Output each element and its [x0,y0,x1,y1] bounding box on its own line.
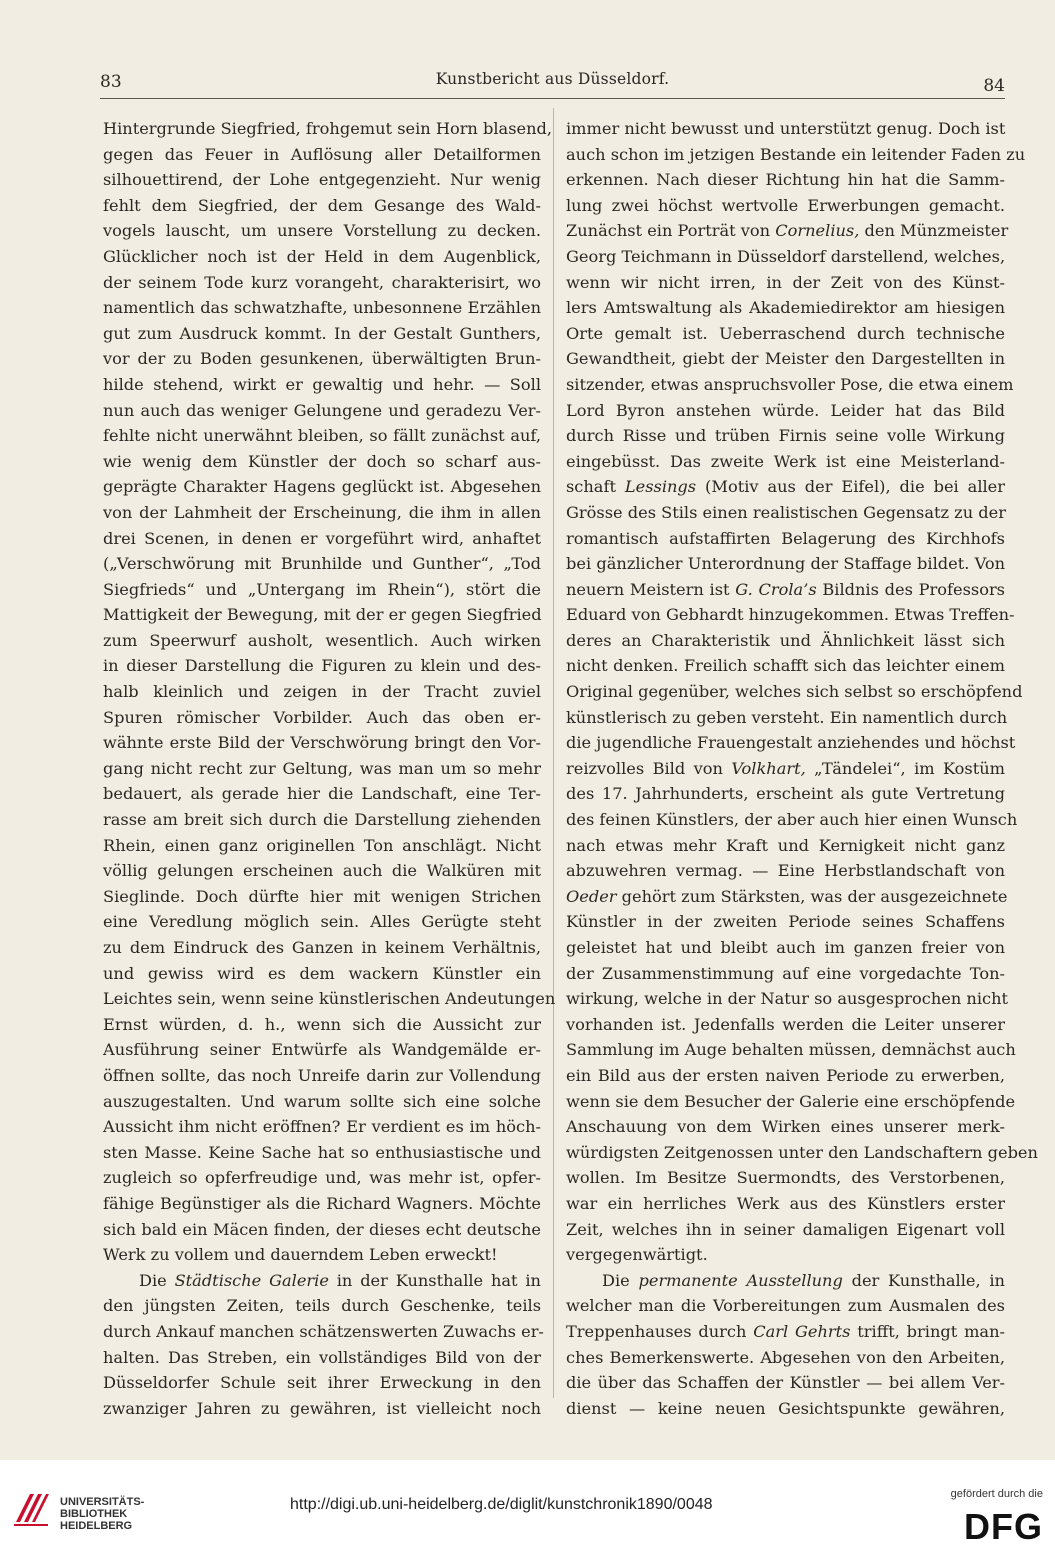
running-head [100,70,1005,98]
text-line: Mattigkeit der Bewegung, mit der er gegen Siegfried [103,605,542,625]
text-line: gang nicht recht zur Geltung, was man um so mehr [103,758,541,778]
text-line: Hintergrunde Siegfried, frohgemut sein Horn blasend, [103,119,553,138]
text-line: geleistet hat und bleibt auch im ganzen freier von [566,938,1005,957]
text-line: Glücklicher noch ist der Held in dem Augenblick, [103,246,541,266]
text-line: die jugendliche Frauengestalt anziehendes und höchst [566,733,1016,753]
text-line: und gewiss wird es dem wackern Künstler ein [103,963,541,983]
text-line: Die Städtische Galerie in der Kunsthalle hat in [139,1270,541,1290]
text-line: bedauert, als gerade hier die Landschaft, eine Ter- [103,784,541,804]
text-line: Künstler in der zweiten Periode seines Schaffens [566,912,1005,932]
library-name-line: HEIDELBERG [60,1520,133,1532]
text-line: hilde stehend, wirkt er gewaltig und hehr. — Soll [103,374,541,394]
text-line: künstlerisch zu geben versteht. Ein namentlich durch [566,707,1008,727]
text-line: abzuwehren vermag. — Eine Herbstlandschaft von [566,861,1005,881]
text-line: in dieser Darstellung die Figuren zu klein und des- [103,656,541,676]
text-line: dienst — keine neuen Gesichtspunkte gewähren, [566,1398,1005,1418]
text-line: durch Ankauf manchen schätzenswerten Zuwachs er- [103,1321,544,1341]
text-line: die über das Schaffen der Künstler — bei allem Ver- [566,1373,1005,1393]
text-line: wenn wir nicht irren, in der Zeit von des Künst- [566,272,1005,292]
text-line: Original gegenüber, welches sich selbst so erschöpfend [566,682,1023,702]
text-line: sten Masse. Keine Sache hat so enthusiastische und [103,1142,541,1162]
text-line: des feinen Künstlers, der aber auch hier einen Wunsch [566,810,1018,830]
running-title: Kunstbericht aus Düsseldorf. [435,70,670,88]
digitization-footer [0,1460,1055,1555]
text-line: ches Bemerkenswerte. Abgesehen von den Arbeiten, [566,1347,1005,1367]
header-rule [100,98,1005,99]
text-line: fehlt dem Siegfried, der dem Gesange des Wald- [103,195,541,215]
text-line: vogels lauscht, um unsere Vorstellung zu decken. [103,221,541,241]
text-line: romantisch aufstaffirten Belagerung des Kirchhofs [566,528,1005,548]
text-line: Treppenhauses durch Carl Gehrts trifft, bringt man- [566,1321,1005,1341]
text-line: Grösse des Stils einen realistischen Gegensatz zu der [566,502,1006,522]
text-line: Die permanente Ausstellung der Kunsthalle, in [602,1270,1005,1290]
text-line: Lord Byron anstehen würde. Leider hat das Bild [566,400,1005,420]
text-line: wenn sie dem Besucher der Galerie eine erschöpfende [566,1091,1016,1111]
text-line: sich bald ein Mäcen finden, der dieses echt deutsche [103,1219,541,1239]
text-line: Anschauung von dem Wirken eines unserer merk- [566,1117,1005,1137]
library-name [60,1496,144,1532]
text-line: von der Lahmheit der Erscheinung, die ihm in allen [103,502,541,522]
ub-heidelberg-logo-icon [12,1488,50,1528]
text-line: öffnen sollte, das noch Unreife darin zur Vollendung [103,1065,541,1085]
text-line: Leichtes sein, wenn seine künstlerischen Andeutungen [103,989,556,1009]
text-line: Georg Teichmann in Düsseldorf darstellend, welches, [566,246,1006,266]
text-line: nicht denken. Freilich schafft sich das leichter einem [566,656,1005,676]
text-line: Gewandtheit, giebt der Meister den Dargestellten in [566,349,1005,369]
dfg-logo: DFG [964,1506,1043,1547]
text-line: fehlte nicht unerwähnt bleiben, so fällt zunächst auf, [103,426,541,446]
text-line: zum Speerwurf ausholt, wesentlich. Auch wirken [103,630,541,650]
library-name-line: UNIVERSITÄTS- [60,1496,145,1508]
text-line: vergegenwärtigt. [566,1245,708,1265]
text-line: zu dem Eindruck des Ganzen in keinem Verhältnis, [103,938,541,957]
text-line: auch schon im jetzigen Bestande ein leitender Faden zu [566,144,1026,164]
text-line: geprägte Charakter Hagens geglückt ist. Abgesehen [103,477,541,497]
text-line: Sieglinde. Doch dürfte hier mit wenigen Strichen [103,886,541,906]
text-line: Zunächst ein Porträt von Cornelius, den Münzmeister [566,221,1009,241]
text-line: völlig gelungen erscheinen auch die Walküren mit [103,861,541,881]
text-line: immer nicht bewusst und unterstützt genug. Doch ist [566,119,1006,138]
text-line: den jüngsten Zeiten, teils durch Geschenke, teils [103,1296,541,1316]
text-line: rasse am breit sich durch die Darstellung ziehenden [103,810,541,830]
text-column-left [103,116,556,1418]
text-line: halb kleinlich und zeigen in der Tracht zuviel [103,682,541,702]
text-line: Zeit, welches ihn in seiner damaligen Eigenart voll [566,1219,1005,1239]
text-line: nun auch das weniger Gelungene und geradezu Ver- [103,400,541,420]
page-number-right: 84 [983,76,1005,96]
text-line: reizvolles Bild von Volkhart, „Tändelei“, im Kostüm [566,758,1005,778]
text-line: namentlich das schwatzhafte, unbesonnene Erzählen [103,298,541,318]
text-line: wähnte erste Bild der Verschwörung bringt den Vor- [103,733,541,753]
text-line: sitzender, etwas anspruchsvoller Pose, die etwa einem [566,374,1014,394]
text-line: auszugestalten. Und warum sollte sich eine solche [103,1091,541,1111]
text-line: Orte gemalt ist. Ueberraschend durch technische [566,323,1005,343]
text-line: silhouettirend, der Lohe entgegenzieht. Nur wenig [103,170,541,190]
text-line: wollen. Im Besitze Suermondts, des Verstorbenen, [566,1168,1005,1188]
text-line: Ernst würden, d. h., wenn sich die Aussicht zur [103,1014,541,1034]
text-line: Oeder gehört zum Stärksten, was der ausgezeichnete [566,886,1008,906]
text-line: wirkung, welche in der Natur so ausgesprochen nicht [566,989,1009,1009]
text-line: gut zum Ausdruck kommt. In der Gestalt Gunthers, [103,323,541,343]
sponsor-caption: gefördert durch die [950,1488,1043,1500]
text-line: vorhanden ist. Jedenfalls werden die Leiter unserer [566,1014,1005,1034]
text-line: eine Veredlung möglich sein. Alles Gerügte steht [103,912,541,932]
text-line: ein Bild aus der ersten naiven Periode zu erwerben, [566,1065,1005,1085]
text-column-right [566,116,1038,1418]
text-line: Sammlung im Auge behalten müssen, demnächst auch [566,1040,1016,1060]
text-line: der Zusammenstimmung auf eine vorgedachte Ton- [566,963,1005,983]
text-line: Ausführung seiner Entwürfe als Wandgemälde er- [103,1040,541,1060]
text-line: der seinem Tode kurz vorangeht, charakterisirt, wo [103,272,541,292]
text-line: deres an Charakteristik und Ähnlichkeit lässt sich [566,630,1005,650]
permalink-url[interactable]: http://digi.ub.uni-heidelberg.de/diglit/kunstchronik1890/0048 [290,1496,713,1513]
text-line: neuern Meistern ist G. Crola’s Bildnis des Professors [566,579,1005,599]
text-line: Düsseldorfer Schule seit ihrer Erweckung in den [103,1373,541,1393]
text-line: war ein herrliches Werk aus des Künstlers erster [566,1193,1005,1213]
text-line: halten. Das Streben, ein vollständiges Bild von der [103,1347,541,1367]
text-line: welcher man die Vorbereitungen zum Ausmalen des [566,1296,1005,1316]
text-line: bei gänzlicher Unterordnung der Staffage bildet. Von [566,554,1005,574]
text-line: vor der zu Boden gesunkenen, überwältigten Brun- [103,349,541,369]
text-line: drei Scenen, in denen er vorgeführt wird, anhaftet [103,528,541,548]
text-line: Aussicht ihm nicht eröffnen? Er verdient es im höch- [103,1117,541,1137]
text-line: nach etwas mehr Kraft und Kernigkeit nicht ganz [566,835,1005,855]
text-line: zwanziger Jahren zu gewähren, ist vielleicht noch [103,1398,541,1418]
text-line: eingebüsst. Das zweite Werk ist eine Meisterland- [566,451,1005,471]
column-divider [553,108,554,1398]
text-line: würdigsten Zeitgenossen unter den Landschaftern geben [566,1142,1038,1162]
text-line: fähige Begünstiger als die Richard Wagners. Möchte [103,1193,541,1213]
page-number-left: 83 [100,72,122,92]
text-line: zugleich so opferfreudige und, was mehr ist, opfer- [103,1168,541,1188]
text-line: erkennen. Nach dieser Richtung hin hat die Samm- [566,170,1005,190]
text-line: Werk zu vollem und dauerndem Leben erweckt! [103,1245,498,1265]
text-line: lers Amtswaltung als Akademiedirektor am hiesigen [566,298,1005,318]
text-line: Siegfrieds“ und „Untergang im Rhein“), stört die [103,579,541,599]
text-line: gegen das Feuer in Auflösung aller Detailformen [103,144,541,164]
text-line: lung zwei höchst wertvolle Erwerbungen gemacht. [566,195,1005,215]
text-line: Rhein, einen ganz originellen Ton anschlägt. Nicht [103,835,541,855]
text-line: schaft Lessings (Motiv aus der Eifel), die bei aller [566,477,1005,497]
text-line: Spuren römischer Vorbilder. Auch das oben er- [103,707,541,727]
text-line: („Verschwörung mit Brunhilde und Gunther“, „Tod [103,554,541,574]
text-line: Eduard von Gebhardt hinzugekommen. Etwas Treffen- [566,605,1015,625]
text-line: wie wenig dem Künstler der doch so scharf aus- [103,451,541,471]
text-line: durch Risse und trüben Firnis seine volle Wirkung [566,426,1005,446]
text-line: des 17. Jahrhunderts, erscheint als gute Vertretung [566,784,1005,804]
library-name-line: BIBLIOTHEK [60,1508,128,1520]
